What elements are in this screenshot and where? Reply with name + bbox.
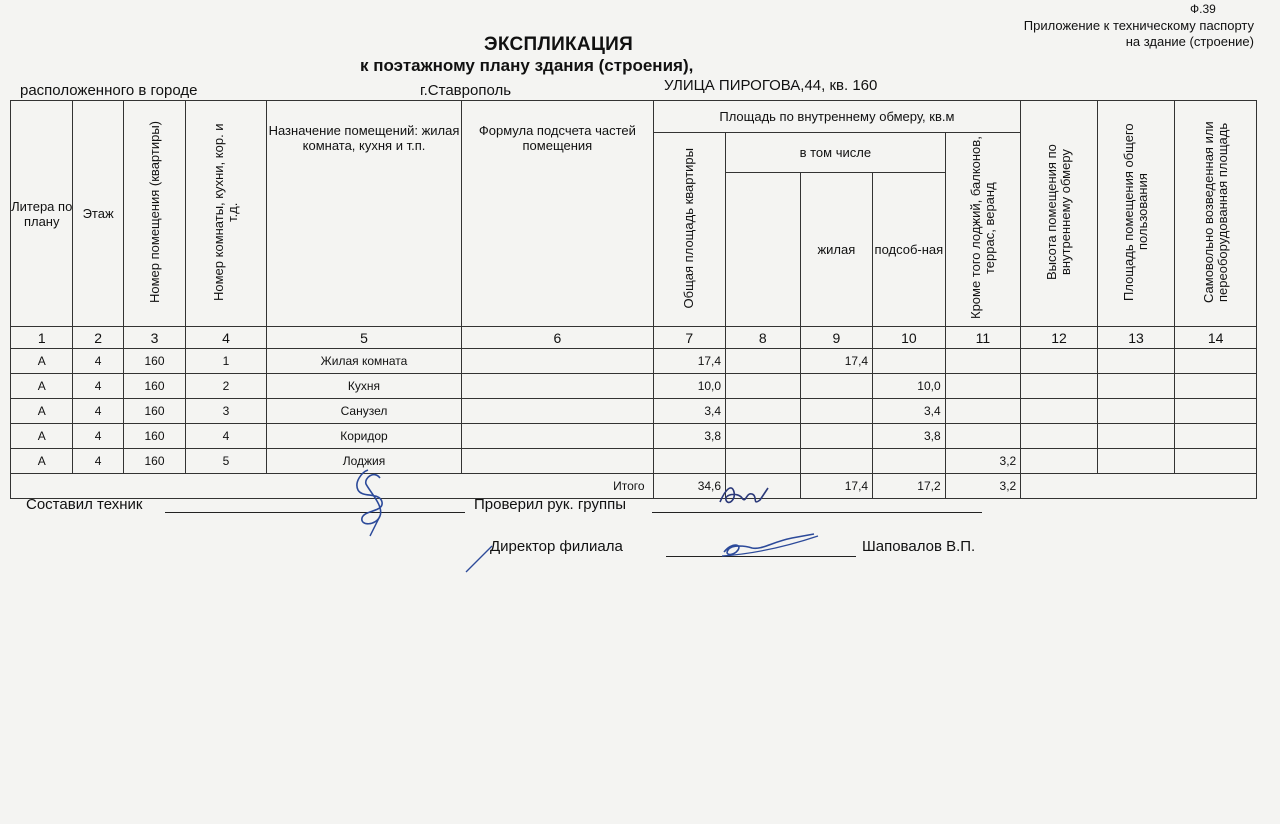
cell-height <box>1021 399 1098 424</box>
total-living-sum: 17,4 <box>800 474 873 499</box>
col-num-11: 11 <box>945 327 1021 349</box>
cell-height <box>1021 349 1098 374</box>
header-balconies-text: Кроме того лоджий, балконов, террас, веранд <box>967 136 997 320</box>
technician-signature <box>340 462 420 538</box>
table-row <box>11 424 1257 449</box>
compiled-by-label: Составил техник <box>26 496 143 513</box>
cell-apartment: 160 <box>123 399 185 424</box>
col-num-1: 1 <box>11 327 73 349</box>
cell-common <box>1097 349 1175 374</box>
cell-height <box>1021 424 1098 449</box>
col-num-4: 4 <box>186 327 267 349</box>
total-balcony-sum: 3,2 <box>945 474 1021 499</box>
cell-floor: 4 <box>73 424 123 449</box>
cell-floor: 4 <box>73 399 123 424</box>
cell-total-area: 17,4 <box>653 349 726 374</box>
cell-col-8 <box>726 374 801 399</box>
cell-total-area: 10,0 <box>653 374 726 399</box>
cell-formula <box>462 374 653 399</box>
explication-table <box>10 100 1257 499</box>
cell-litera: А <box>11 424 73 449</box>
total-empty <box>1021 474 1257 499</box>
cell-room: 3 <box>186 399 267 424</box>
cell-room: 5 <box>186 449 267 474</box>
cell-col-8 <box>726 349 801 374</box>
table-row <box>11 349 1257 374</box>
header-height <box>1021 101 1098 327</box>
cell-common <box>1097 374 1175 399</box>
director-name: Шаповалов В.П. <box>862 538 976 555</box>
cell-living <box>800 374 873 399</box>
cell-litera: А <box>11 349 73 374</box>
cell-balcony <box>945 374 1021 399</box>
cell-balcony: 3,2 <box>945 449 1021 474</box>
cell-col-8 <box>726 449 801 474</box>
cell-living <box>800 399 873 424</box>
cell-room: 4 <box>186 424 267 449</box>
header-floor: Этаж <box>73 101 123 327</box>
city: г.Ставрополь <box>420 82 512 99</box>
cell-balcony <box>945 349 1021 374</box>
location-label: расположенного в городе <box>20 82 198 99</box>
totals-row <box>11 474 1257 499</box>
header-formula: Формула подсчета частей помещения <box>462 101 653 327</box>
cell-unauthorized <box>1175 449 1257 474</box>
header-height-text: Высота помещения по внутреннему обмеру <box>1043 144 1073 280</box>
cell-height <box>1021 449 1098 474</box>
checked-by-label: Проверил рук. группы <box>474 496 626 513</box>
cell-floor: 4 <box>73 449 123 474</box>
cell-apartment: 160 <box>123 424 185 449</box>
director-signature <box>462 526 842 576</box>
header-purpose: Назначение помещений: жилая комната, кухня и т.п. <box>266 101 461 327</box>
col-num-6: 6 <box>462 327 653 349</box>
col-num-13: 13 <box>1097 327 1175 349</box>
header-total-area-text: Общая площадь квартиры <box>681 147 697 309</box>
header-litera: Литера по плану <box>11 101 73 327</box>
checked-by-line <box>652 512 982 513</box>
cell-total-area: 3,4 <box>653 399 726 424</box>
cell-balcony <box>945 424 1021 449</box>
column-numbers-row <box>11 327 1257 349</box>
cell-purpose: Коридор <box>266 424 461 449</box>
cell-living <box>800 424 873 449</box>
cell-formula <box>462 449 653 474</box>
table-row <box>11 374 1257 399</box>
cell-col-8 <box>726 424 801 449</box>
cell-auxiliary: 10,0 <box>873 374 946 399</box>
cell-apartment: 160 <box>123 374 185 399</box>
header-auxiliary: подсоб-ная <box>873 172 946 326</box>
table-row <box>11 399 1257 424</box>
group-head-signature <box>716 478 776 514</box>
totals-label: Итого <box>11 474 654 499</box>
cell-formula <box>462 424 653 449</box>
col-num-7: 7 <box>653 327 726 349</box>
header-room-no <box>186 101 267 327</box>
col-num-5: 5 <box>266 327 461 349</box>
cell-common <box>1097 449 1175 474</box>
compiled-by-line <box>165 512 465 513</box>
cell-auxiliary: 3,4 <box>873 399 946 424</box>
col-num-8: 8 <box>726 327 801 349</box>
total-area-sum: 34,6 <box>653 474 726 499</box>
cell-floor: 4 <box>73 349 123 374</box>
header-unauthorized <box>1175 101 1257 327</box>
cell-purpose: Кухня <box>266 374 461 399</box>
cell-formula <box>462 349 653 374</box>
col-num-10: 10 <box>873 327 946 349</box>
cell-litera: А <box>11 449 73 474</box>
cell-common <box>1097 399 1175 424</box>
cell-common <box>1097 424 1175 449</box>
cell-litera: А <box>11 399 73 424</box>
address: УЛИЦА ПИРОГОВА,44, кв. 160 <box>664 77 878 94</box>
col-num-14: 14 <box>1175 327 1257 349</box>
cell-formula <box>462 399 653 424</box>
header-balconies <box>945 133 1021 327</box>
cell-auxiliary: 3,8 <box>873 424 946 449</box>
table-row <box>11 449 1257 474</box>
cell-balcony <box>945 399 1021 424</box>
header-common-area <box>1097 101 1175 327</box>
cell-living <box>800 449 873 474</box>
total-auxiliary-sum: 17,2 <box>873 474 946 499</box>
col-num-3: 3 <box>123 327 185 349</box>
cell-total-area: 3,8 <box>653 424 726 449</box>
appendix-line-2: на здание (строение) <box>1125 34 1254 49</box>
header-room-no-text: Номер комнаты, кухни, кор. и т.д. <box>211 123 241 301</box>
cell-unauthorized <box>1175 374 1257 399</box>
header-apartment-no <box>123 101 185 327</box>
cell-purpose: Санузел <box>266 399 461 424</box>
cell-living: 17,4 <box>800 349 873 374</box>
document-title: ЭКСПЛИКАЦИЯ <box>484 34 634 55</box>
col-num-9: 9 <box>800 327 873 349</box>
header-total-area <box>653 133 726 327</box>
cell-apartment: 160 <box>123 349 185 374</box>
cell-auxiliary <box>873 449 946 474</box>
header-common-area-text: Площадь помещения общего пользования <box>1121 123 1151 301</box>
document-subtitle: к поэтажному плану здания (строения), <box>360 56 694 75</box>
appendix-note <box>1024 18 1254 50</box>
cell-unauthorized <box>1175 349 1257 374</box>
cell-auxiliary <box>873 349 946 374</box>
director-label: Директор филиала <box>490 538 623 555</box>
col-num-12: 12 <box>1021 327 1098 349</box>
cell-unauthorized <box>1175 424 1257 449</box>
header-living: жилая <box>800 172 873 326</box>
cell-litera: А <box>11 374 73 399</box>
cell-unauthorized <box>1175 399 1257 424</box>
appendix-line-1: Приложение к техническому паспорту <box>1023 18 1254 33</box>
header-area-group: Площадь по внутреннему обмеру, кв.м <box>653 101 1021 133</box>
header-apartment-no-text: Номер помещения (квартиры) <box>146 120 162 303</box>
header-col-8 <box>726 172 801 326</box>
cell-room: 2 <box>186 374 267 399</box>
cell-room: 1 <box>186 349 267 374</box>
cell-purpose: Жилая комната <box>266 349 461 374</box>
col-num-2: 2 <box>73 327 123 349</box>
cell-height <box>1021 374 1098 399</box>
cell-col-8 <box>726 399 801 424</box>
cell-floor: 4 <box>73 374 123 399</box>
form-number: Ф.39 <box>1190 2 1216 16</box>
cell-total-area <box>653 449 726 474</box>
header-including: в том числе <box>726 133 946 173</box>
cell-purpose: Лоджия <box>266 449 461 474</box>
header-unauthorized-text: Самовольно возведенная или переоборудованная площадь <box>1200 121 1230 303</box>
cell-apartment: 160 <box>123 449 185 474</box>
